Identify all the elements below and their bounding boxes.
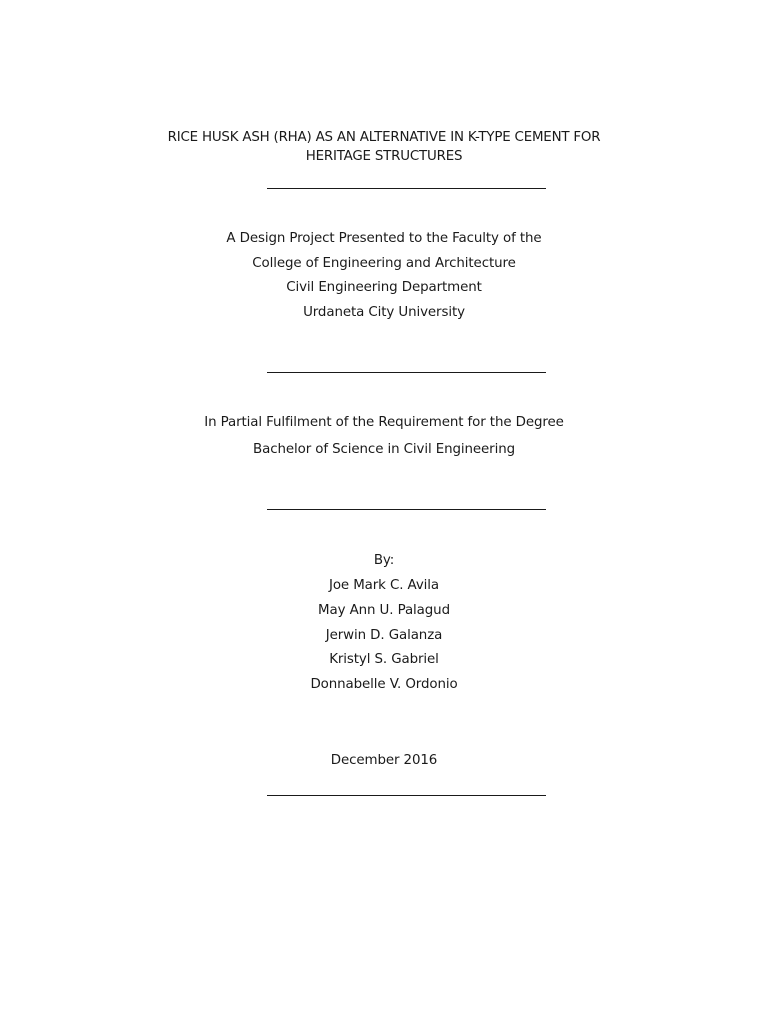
author-name: Jerwin D. Galanza <box>325 628 443 643</box>
divider-rule-1 <box>267 188 546 189</box>
requirement-line-1: In Partial Fulfilment of the Requirement for the Degree <box>204 415 564 430</box>
presentation-line-4: Urdaneta City University <box>303 305 465 320</box>
title-line-2: HERITAGE STRUCTURES <box>305 149 463 164</box>
submission-date: December 2016 <box>330 753 438 768</box>
author-name: Kristyl S. Gabriel <box>329 652 439 667</box>
author-name: Joe Mark C. Avila <box>328 578 440 593</box>
divider-rule-4 <box>267 795 546 796</box>
requirement-line-2: Bachelor of Science in Civil Engineering <box>253 442 515 457</box>
author-name: Donnabelle V. Ordonio <box>310 677 458 692</box>
divider-rule-3 <box>267 509 546 510</box>
title-line-1: RICE HUSK ASH (RHA) AS AN ALTERNATIVE IN K-TYPE CEMENT FOR <box>167 130 601 145</box>
author-name: May Ann U. Palagud <box>318 603 450 618</box>
presentation-line-3: Civil Engineering Department <box>286 280 482 295</box>
presentation-line-2: College of Engineering and Architecture <box>252 256 516 271</box>
divider-rule-2 <box>267 372 546 373</box>
presentation-line-1: A Design Project Presented to the Faculty of the <box>226 231 542 246</box>
authors-by-label: By: <box>373 553 395 568</box>
